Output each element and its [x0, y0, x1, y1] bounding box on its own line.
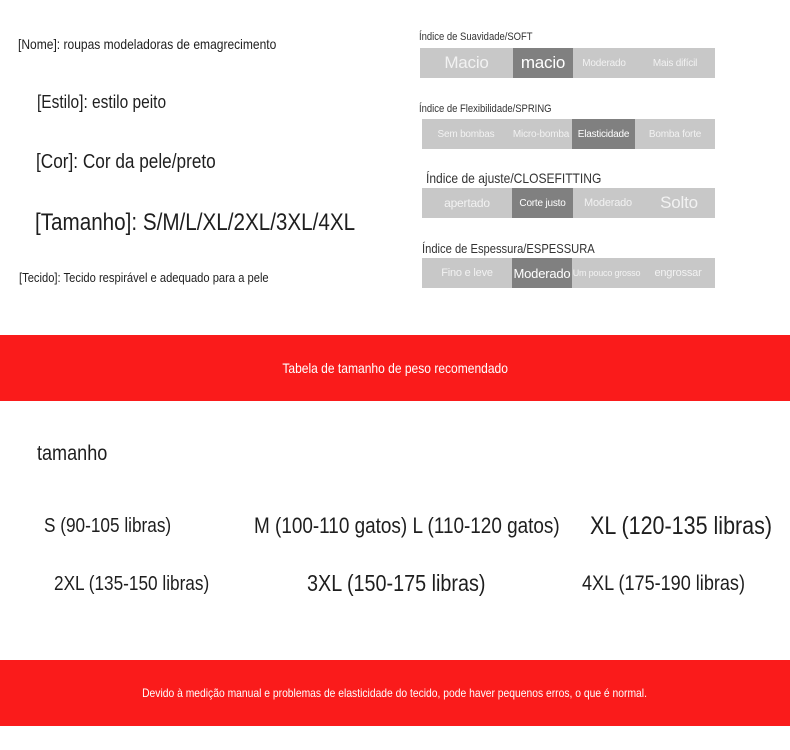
size-4xl: 4XL (175-190 libras) [582, 572, 745, 595]
thickness-index-title: Índice de Espessura/ESPESSURA [422, 241, 595, 256]
size-2xl: 2XL (135-150 libras) [54, 573, 210, 595]
softness-segment-1: Macio [420, 48, 513, 78]
flexibility-segment-2: Micro-bomba [510, 119, 572, 149]
flexibility-index-bar [422, 119, 715, 149]
spec-name: [Nome]: roupas modeladoras de emagrecimento [18, 36, 277, 52]
disclaimer-text: Devido à medição manual e problemas de elasticidade do tecido, pode haver pequenos erros, o que é normal. [142, 686, 648, 700]
fit-segment-4: Solto [643, 188, 715, 218]
thickness-segment-2: Moderado [512, 258, 572, 288]
thickness-index-bar [422, 258, 715, 288]
disclaimer-banner [0, 660, 790, 726]
flexibility-index-title: Índice de Flexibilidade/SPRING [419, 103, 552, 115]
flexibility-segment-3: Elasticidade [572, 119, 635, 149]
fit-index-bar [422, 188, 715, 218]
size-m-l: M (100-110 gatos) L (110-120 gatos) [254, 513, 560, 538]
softness-index-title: Índice de Suavidade/SOFT [419, 31, 533, 43]
flexibility-segment-1: Sem bombas [422, 119, 510, 149]
size-xl: XL (120-135 libras) [590, 512, 773, 540]
softness-segment-3: Moderado [573, 48, 635, 78]
spec-color: [Cor]: Cor da pele/preto [36, 151, 216, 173]
size-heading: tamanho [37, 442, 108, 465]
size-table-banner-text: Tabela de tamanho de peso recomendado [282, 360, 508, 376]
softness-index-bar [420, 48, 715, 78]
thickness-segment-1: Fino e leve [422, 258, 512, 288]
spec-fabric: [Tecido]: Tecido respirável e adequado para a pele [19, 270, 269, 285]
size-s: S (90-105 libras) [44, 515, 172, 537]
thickness-segment-4: engrossar [641, 258, 715, 288]
spec-style: [Estilo]: estilo peito [37, 92, 167, 112]
fit-segment-2: Corte justo [512, 188, 573, 218]
size-table-banner [0, 335, 790, 401]
spec-size: [Tamanho]: S/M/L/XL/2XL/3XL/4XL [35, 209, 356, 236]
fit-index-title: Índice de ajuste/CLOSEFITTING [426, 170, 602, 186]
softness-segment-2: macio [513, 48, 573, 78]
fit-segment-3: Moderado [573, 188, 643, 218]
thickness-segment-3: Um pouco grosso [572, 258, 641, 288]
size-3xl: 3XL (150-175 libras) [307, 570, 486, 596]
fit-segment-1: apertado [422, 188, 512, 218]
flexibility-segment-4: Bomba forte [635, 119, 715, 149]
softness-segment-4: Mais difícil [635, 48, 715, 78]
